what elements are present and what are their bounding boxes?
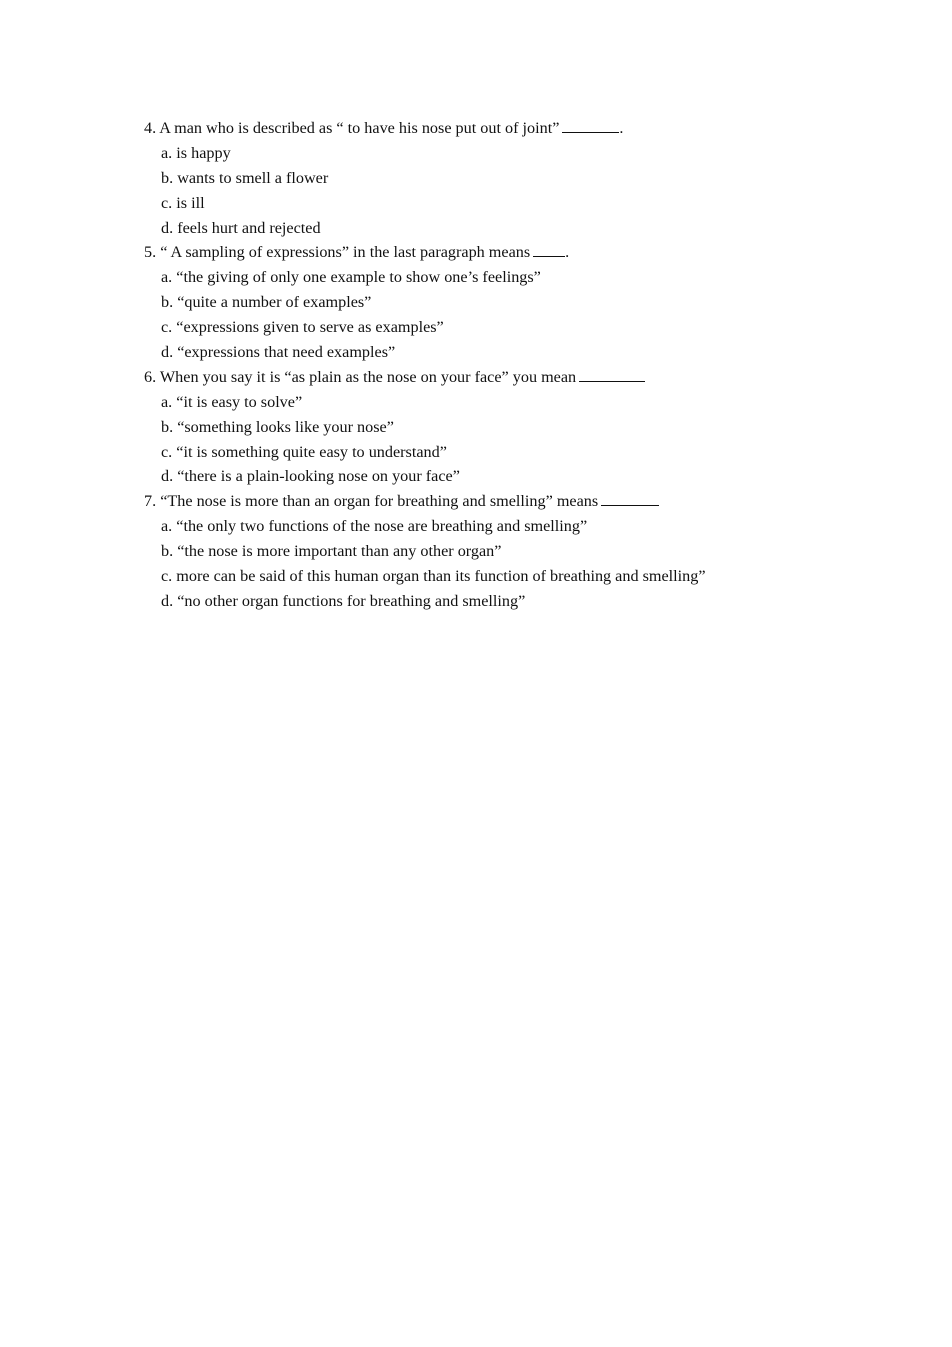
answer-option: d. “no other organ functions for breathing and smelling” xyxy=(161,591,526,610)
answer-option: c. more can be said of this human organ than its function of breathing and smelling” xyxy=(161,567,706,586)
question-text: 7. “The nose is more than an organ for breathing and smelling” means xyxy=(144,492,599,511)
answer-option: b. “quite a number of examples” xyxy=(161,293,372,312)
question-text: 5. “ A sampling of expressions” in the last paragraph means xyxy=(144,243,531,262)
answer-option: d. “expressions that need examples” xyxy=(161,343,396,362)
question-list xyxy=(144,116,864,614)
question-stem xyxy=(144,240,864,265)
answer-option: d. “there is a plain-looking nose on your face” xyxy=(161,467,460,486)
answer-blank xyxy=(579,367,645,382)
answer-blank xyxy=(533,242,565,257)
question-stem xyxy=(144,365,864,390)
question-text: 6. When you say it is “as plain as the nose on your face” you mean xyxy=(144,367,577,386)
question-stem xyxy=(144,489,864,514)
answer-blank xyxy=(601,491,659,506)
answer-option: d. feels hurt and rejected xyxy=(161,218,321,237)
answer-option: c. is ill xyxy=(161,193,205,212)
question-text: 4. A man who is described as “ to have his nose put out of joint” xyxy=(144,119,560,137)
answer-option: a. “it is easy to solve” xyxy=(161,392,303,411)
answer-option: a. “the only two functions of the nose are breathing and smelling” xyxy=(161,517,588,536)
answer-option: c. “expressions given to serve as examples” xyxy=(161,318,444,337)
answer-option: c. “it is something quite easy to understand” xyxy=(161,442,447,461)
question-end-mark: . xyxy=(619,119,624,137)
answer-option: b. “the nose is more important than any other organ” xyxy=(161,542,502,561)
question-stem xyxy=(144,116,864,141)
answer-blank xyxy=(562,118,619,133)
answer-option: b. “something looks like your nose” xyxy=(161,417,394,436)
answer-option: a. is happy xyxy=(161,143,231,162)
answer-option: b. wants to smell a flower xyxy=(161,168,329,187)
question-end-mark: . xyxy=(565,243,570,262)
answer-option: a. “the giving of only one example to show one’s feelings” xyxy=(161,268,541,287)
